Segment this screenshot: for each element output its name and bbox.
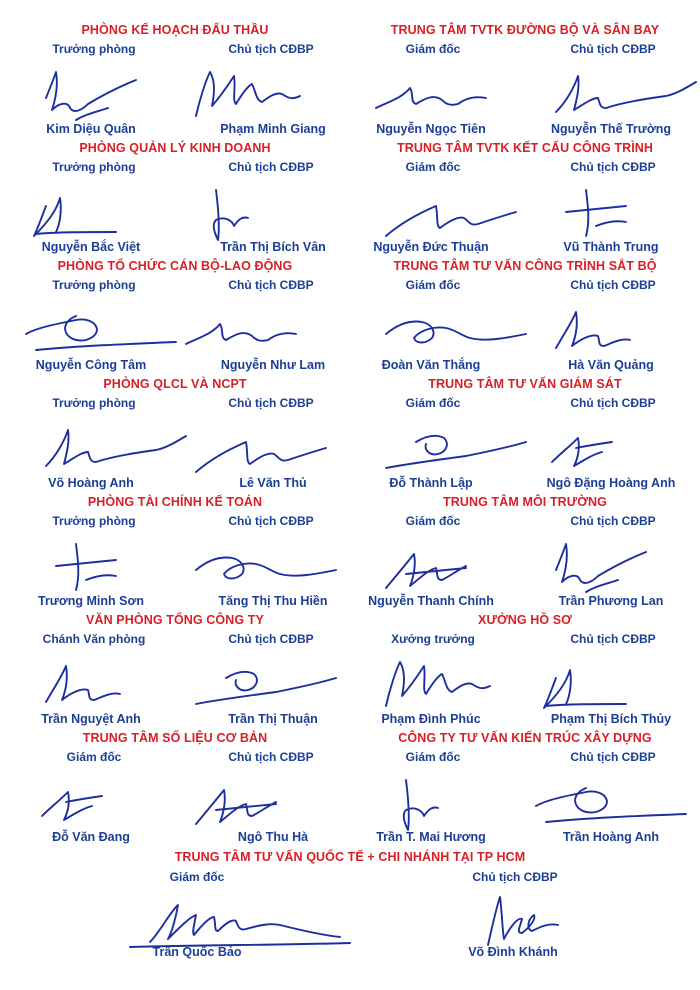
role-title: Chủ tịch CĐBP <box>228 750 314 764</box>
signer-name: Đỗ Văn Đang <box>52 830 130 844</box>
department-heading: TRUNG TÂM TƯ VẤN QUỐC TẾ + CHI NHÁNH TẠI TP HCM <box>174 850 526 864</box>
signer-name: Hà Văn Quảng <box>568 358 654 372</box>
department-block <box>350 730 700 848</box>
role-title: Giám đốc <box>405 278 461 292</box>
role-title: Chủ tịch CĐBP <box>472 870 558 884</box>
signer-name: Nguyễn Như Lam <box>220 358 326 372</box>
role-title: Giám đốc <box>405 42 461 56</box>
role-title: Chủ tịch CĐBP <box>228 42 314 56</box>
role-title: Chủ tịch CĐBP <box>570 396 656 410</box>
signature <box>526 648 696 720</box>
department-block <box>350 140 700 258</box>
signature <box>16 530 186 602</box>
signature <box>176 766 346 838</box>
signer-name: Nguyễn Thanh Chính <box>368 594 494 608</box>
role-title: Giám đốc <box>169 870 225 884</box>
department-heading: TRUNG TÂM TƯ VẤN CÔNG TRÌNH SẮT BỘ <box>393 259 657 273</box>
department-block <box>350 376 700 494</box>
role-title: Giám đốc <box>405 396 461 410</box>
signer-name: Vũ Thành Trung <box>563 240 659 254</box>
block-international-center <box>0 849 700 989</box>
role-title: Chủ tịch CĐBP <box>570 42 656 56</box>
signature <box>366 294 536 366</box>
role-title: Giám đốc <box>405 750 461 764</box>
department-block <box>0 730 350 848</box>
signature <box>16 58 186 130</box>
signature <box>16 766 186 838</box>
signer-name: Trương Minh Sơn <box>38 594 144 608</box>
role-title: Chủ tịch CĐBP <box>228 160 314 174</box>
signer-name: Tăng Thị Thu Hiền <box>218 594 328 608</box>
department-heading: TRUNG TÂM MÔI TRƯỜNG <box>443 495 607 509</box>
department-block <box>0 22 350 140</box>
signature <box>16 176 186 248</box>
department-block <box>350 612 700 730</box>
role-title: Chủ tịch CĐBP <box>570 750 656 764</box>
signature <box>526 412 696 484</box>
signature <box>526 176 696 248</box>
signer-name: Ngô Đặng Hoàng Anh <box>546 476 676 490</box>
signer-name: Đoàn Văn Thắng <box>381 358 481 372</box>
signer-name: Trần T. Mai Hương <box>376 830 486 844</box>
signer-name: Phạm Minh Giang <box>220 122 326 136</box>
department-heading: PHÒNG TỔ CHỨC CÁN BỘ-LAO ĐỘNG <box>57 259 293 273</box>
department-block <box>0 140 350 258</box>
signature <box>366 412 536 484</box>
signer-name: Kim Diệu Quân <box>46 122 136 136</box>
signer-name: Phạm Đình Phúc <box>381 712 481 726</box>
department-heading: PHÒNG QUẢN LÝ KINH DOANH <box>79 141 271 155</box>
role-title: Chủ tịch CĐBP <box>228 632 314 646</box>
role-title: Trưởng phòng <box>52 42 136 56</box>
signer-name: Nguyễn Bắc Việt <box>41 240 141 254</box>
signature <box>366 176 536 248</box>
signer-name: Nguyễn Công Tâm <box>35 358 147 372</box>
signer-name: Lê Văn Thủ <box>239 476 307 490</box>
signer-name: Võ Hoàng Anh <box>48 476 134 490</box>
signature <box>526 766 696 838</box>
department-heading: PHÒNG KẾ HOẠCH ĐẤU THẦU <box>81 23 269 37</box>
department-block <box>350 22 700 140</box>
right-column <box>350 0 700 990</box>
signer-name: Phạm Thị Bích Thủy <box>550 712 672 726</box>
department-block <box>0 612 350 730</box>
signer-name: Nguyễn Thế Trường <box>550 122 672 136</box>
department-heading: TRUNG TÂM SỐ LIỆU CƠ BẢN <box>82 731 268 745</box>
signature <box>176 294 346 366</box>
department-heading: TRUNG TÂM TVTK ĐƯỜNG BỘ VÀ SÂN BAY <box>390 23 660 37</box>
department-heading: CÔNG TY TƯ VẤN KIẾN TRÚC XÂY DỰNG <box>398 731 652 745</box>
department-heading: TRUNG TÂM TVTK KẾT CẤU CÔNG TRÌNH <box>396 141 654 155</box>
department-block <box>350 258 700 376</box>
signature <box>16 294 186 366</box>
signature <box>526 530 696 602</box>
signer-name: Võ Đình Khánh <box>468 945 558 959</box>
department-heading: VĂN PHÒNG TỔNG CÔNG TY <box>86 613 264 627</box>
signer-name: Ngô Thu Hà <box>237 830 309 844</box>
role-title: Giám đốc <box>405 514 461 528</box>
department-block <box>0 258 350 376</box>
signer-name: Nguyễn Ngọc Tiên <box>376 122 486 136</box>
signature <box>526 58 696 130</box>
signature <box>526 294 696 366</box>
role-title: Giám đốc <box>66 750 122 764</box>
role-title: Chánh Văn phòng <box>42 632 146 646</box>
signature <box>176 58 346 130</box>
signature <box>366 58 536 130</box>
signer-name: Trần Thị Thuận <box>228 712 318 726</box>
signature <box>366 648 536 720</box>
role-title: Chủ tịch CĐBP <box>570 160 656 174</box>
role-title: Chủ tịch CĐBP <box>570 632 656 646</box>
department-block <box>350 494 700 612</box>
signature <box>176 176 346 248</box>
department-heading: PHÒNG TÀI CHÍNH KẾ TOÁN <box>87 495 263 509</box>
role-title: Trưởng phòng <box>52 160 136 174</box>
signature <box>176 412 346 484</box>
role-title: Trưởng phòng <box>52 278 136 292</box>
signature <box>16 648 186 720</box>
role-title: Chủ tịch CĐBP <box>570 278 656 292</box>
signer-name: Trần Phương Lan <box>558 594 664 608</box>
role-title: Trưởng phòng <box>52 396 136 410</box>
role-title: Chủ tịch CĐBP <box>228 396 314 410</box>
role-title: Chủ tịch CĐBP <box>228 278 314 292</box>
signature <box>176 648 346 720</box>
role-title: Chủ tịch CĐBP <box>228 514 314 528</box>
signer-name: Trần Hoàng Anh <box>562 830 660 844</box>
signature <box>176 530 346 602</box>
role-title: Giám đốc <box>405 160 461 174</box>
signature <box>366 530 536 602</box>
role-title: Chủ tịch CĐBP <box>570 514 656 528</box>
signer-name: Trần Thị Bích Vân <box>220 240 326 254</box>
role-title: Xưởng trưởng <box>391 632 475 646</box>
signature <box>16 412 186 484</box>
department-heading: PHÒNG QLCL VÀ NCPT <box>103 377 247 391</box>
signer-name: Nguyễn Đức Thuận <box>373 240 489 254</box>
department-heading: XƯỞNG HỒ SƠ <box>478 613 572 627</box>
department-heading: TRUNG TÂM TƯ VẤN GIÁM SÁT <box>428 377 622 391</box>
department-block <box>0 494 350 612</box>
signer-name: Trần Nguyệt Anh <box>41 712 141 726</box>
role-title: Trưởng phòng <box>52 514 136 528</box>
signer-name: Đỗ Thành Lập <box>389 476 473 490</box>
signer-name: Trần Quốc Bảo <box>152 945 242 959</box>
department-block <box>0 376 350 494</box>
signature <box>366 766 536 838</box>
